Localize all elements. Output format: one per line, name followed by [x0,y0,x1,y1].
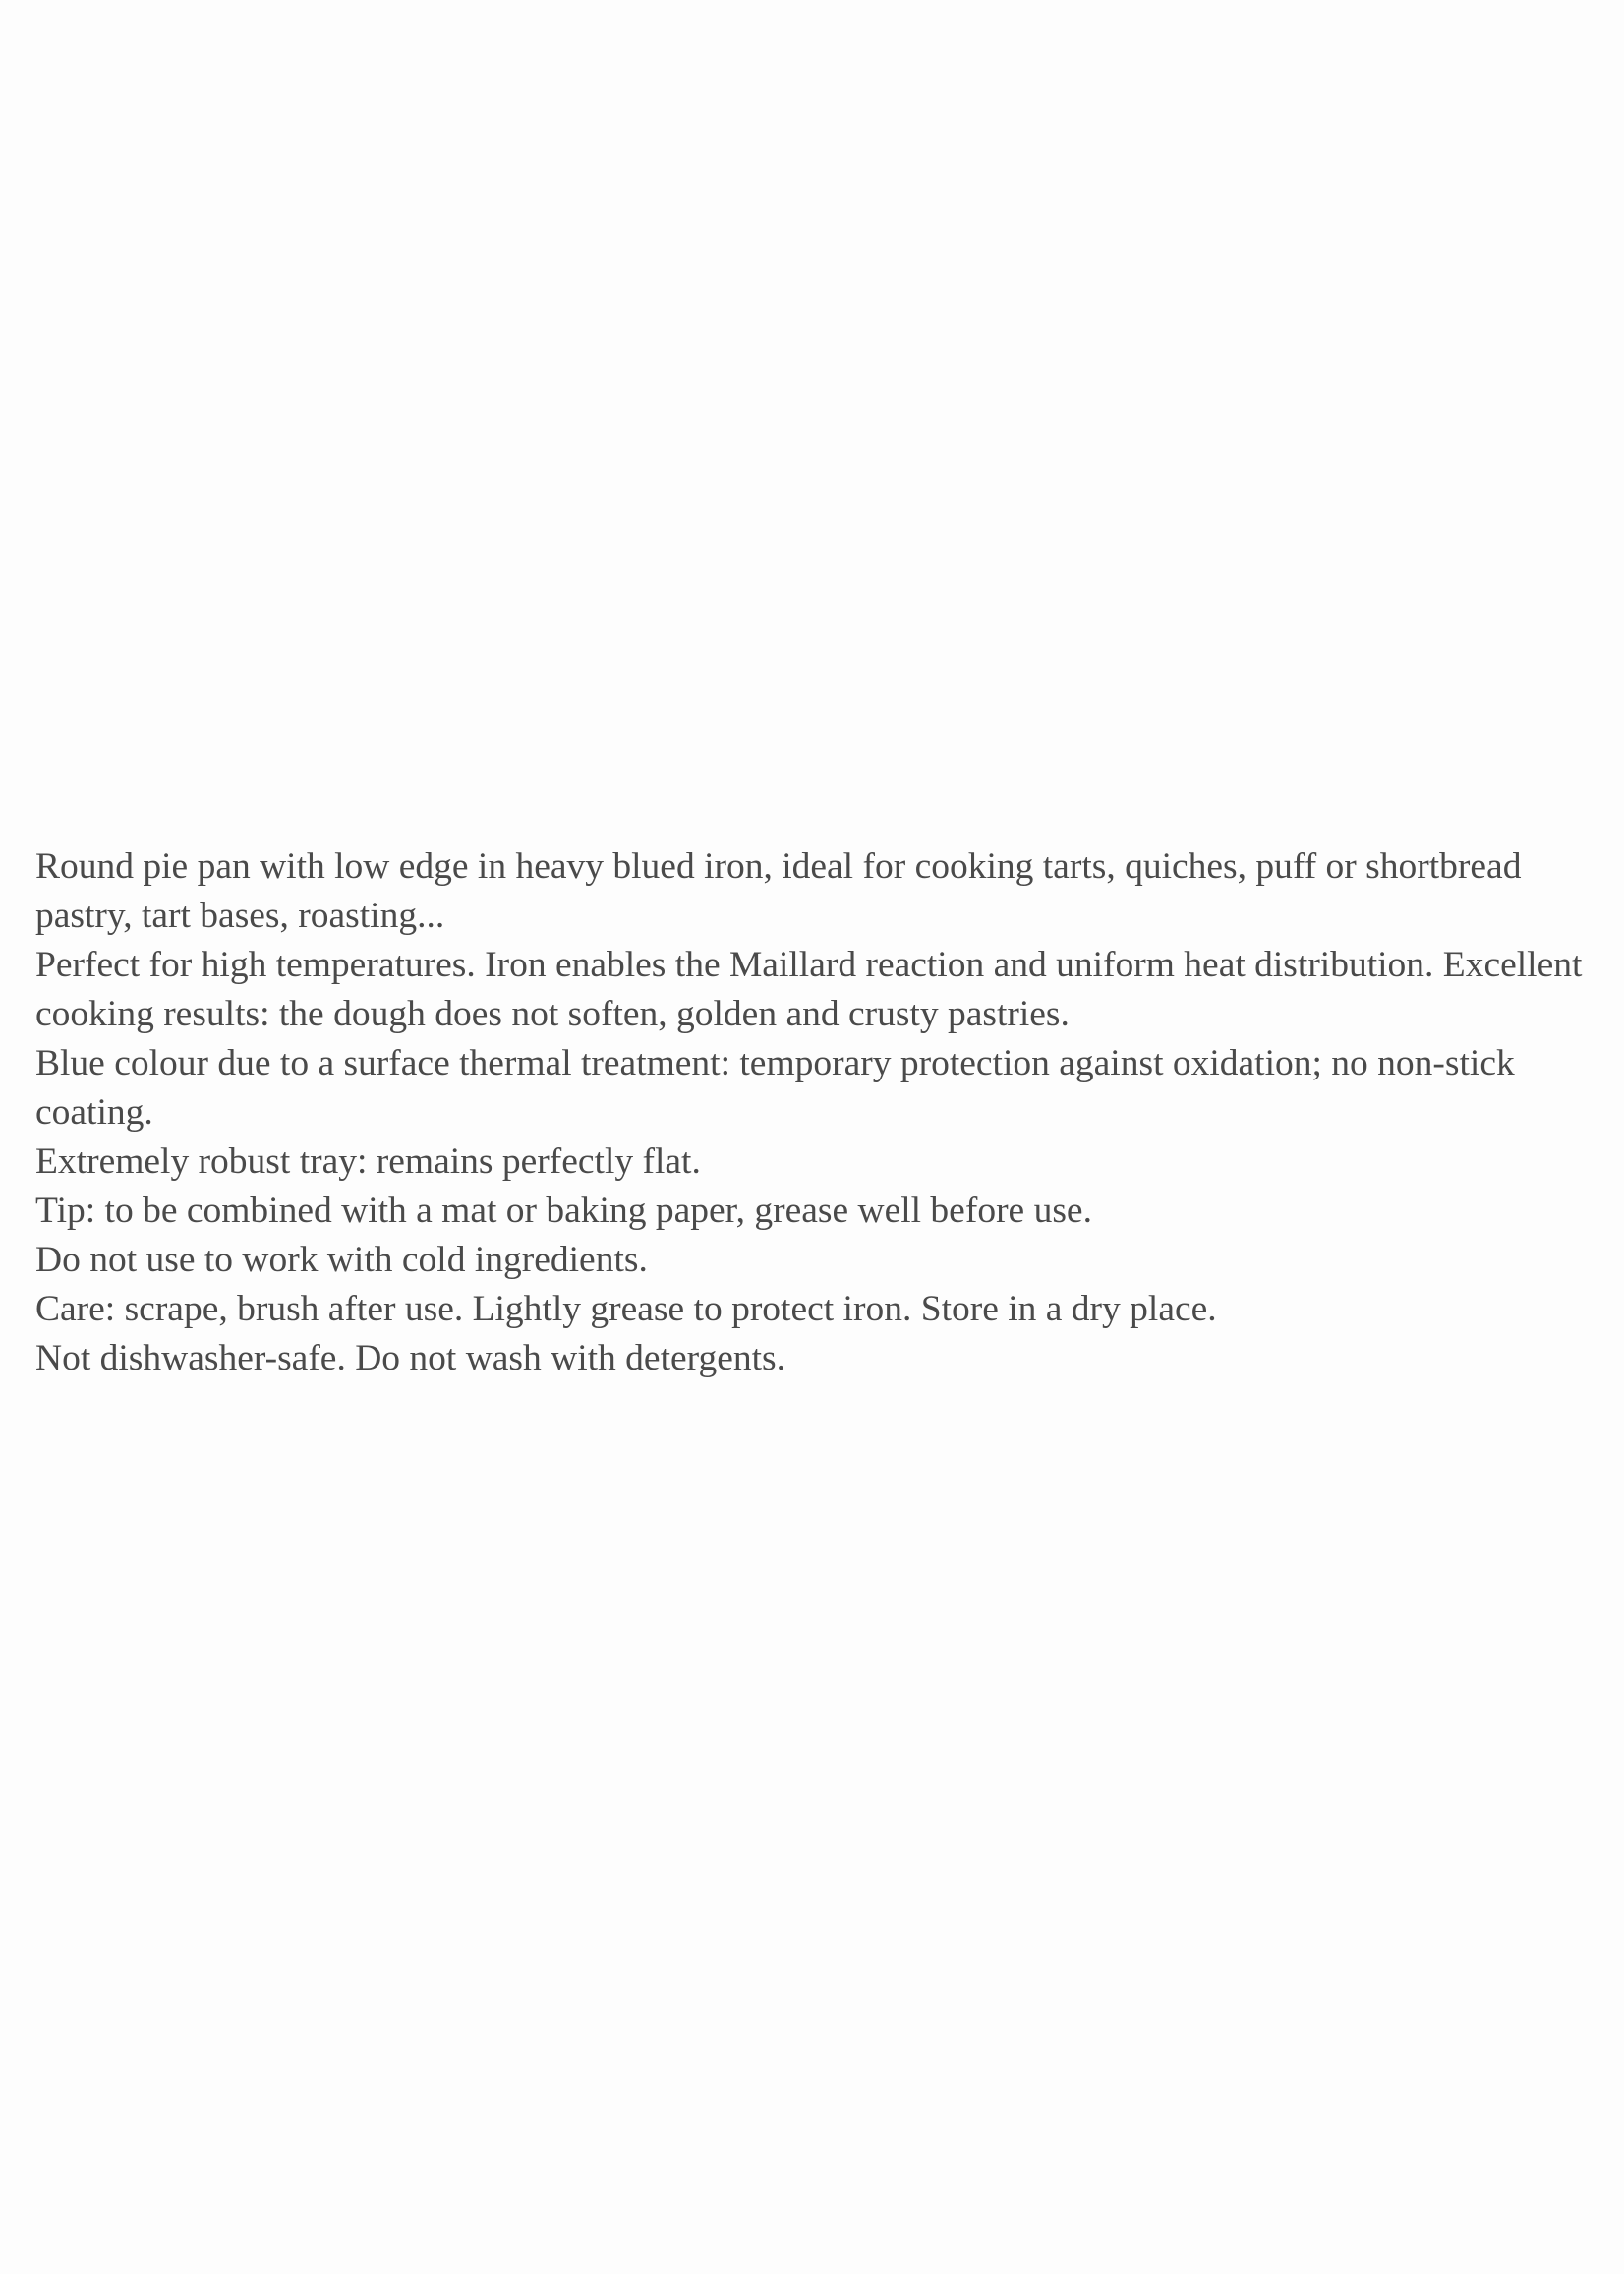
description-performance: Perfect for high temperatures. Iron enables the Maillard reaction and uniform heat distribution. Excellent cooking results: the dough does not soften, golden and crusty pastries. [35,945,1583,1034]
description-intro: Round pie pan with low edge in heavy blued iron, ideal for cooking tarts, quiches, puff or shortbread pastry, tart bases, roasting... [35,846,1522,936]
description-tip: Tip: to be combined with a mat or baking paper, grease well before use. [35,1191,1092,1231]
product-description [35,843,1608,1383]
description-colour: Blue colour due to a surface thermal treatment: temporary protection against oxidation; no non-stick coating. [35,1043,1515,1133]
description-care: Care: scrape, brush after use. Lightly grease to protect iron. Store in a dry place. [35,1289,1217,1329]
description-dishwasher: Not dishwasher-safe. Do not wash with detergents. [35,1338,785,1378]
description-warning: Do not use to work with cold ingredients. [35,1240,648,1280]
description-robustness: Extremely robust tray: remains perfectly flat. [35,1141,701,1182]
